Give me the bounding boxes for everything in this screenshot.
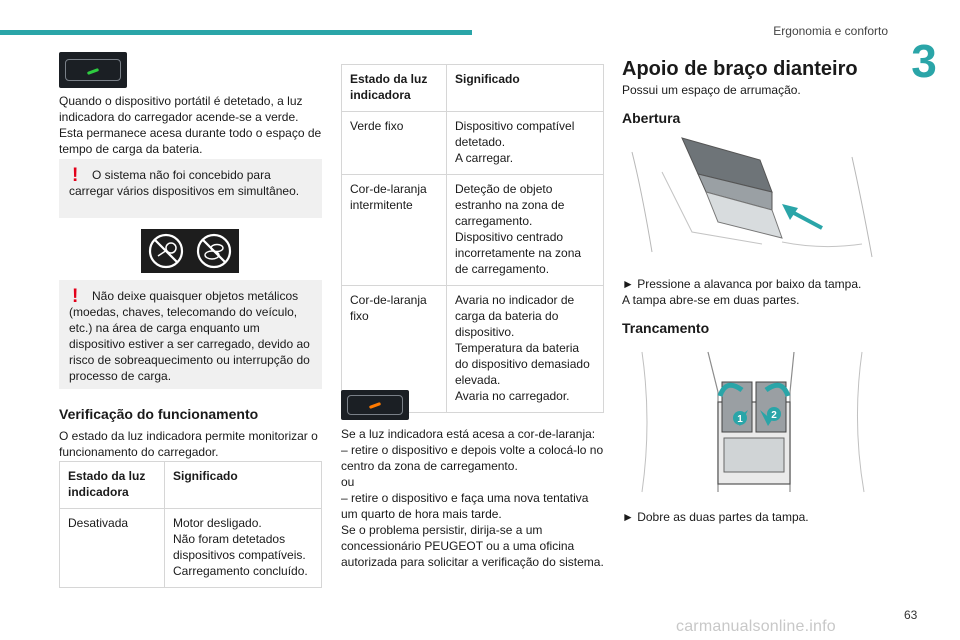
callout-1-label: 1: [737, 414, 743, 425]
warning-text: O sistema não foi concebido para carregar vários dispositivos em simultâneo.: [69, 168, 300, 198]
no-metal-objects-pictogram: [141, 229, 239, 273]
table-cell-meaning: [447, 112, 604, 175]
table-header-row: [60, 462, 322, 509]
table-cell-state: Desativada: [60, 509, 165, 588]
table-header-meaning: Significado: [165, 462, 322, 509]
indicator-status-table-1: [59, 461, 322, 588]
verification-paragraph: O estado da luz indicadora permite monitorizar o funcionamento do carregador.: [59, 429, 318, 459]
meaning-line: Dispositivo centrado incorretamente na zona de carregamento.: [455, 230, 582, 276]
warning-text: Não deixe quaisquer objetos metálicos (moedas, chaves, telecomando do veículo, etc.) na área de carga enquanto um dispositivo estiver a ser carregado, devido ao risco de sobreaquecimento ou interrupção do processo de carga.: [69, 289, 310, 383]
instruction-line: Se o problema persistir, dirija-se a um concessionário PEUGEOT ou a uma oficina autorizada para solicitar a verificação do sistema.: [341, 523, 604, 569]
instruction-line: ou: [341, 475, 355, 489]
instruction-line: – retire o dispositivo e depois volte a colocá-lo no centro da zona de carregamento.: [341, 443, 604, 473]
intro-paragraph: Quando o dispositivo portátil é detetado, a luz indicadora do carregador acende-se a verde. Esta permanece acesa durante todo o espaço de tempo de carga da bateria.: [59, 94, 322, 156]
table-cell-state: Verde fixo: [342, 112, 447, 175]
meaning-line: Carregamento concluído.: [173, 564, 308, 578]
meaning-line: Não foram detetados dispositivos compatíveis.: [173, 532, 306, 562]
locking-step: ► Dobre as duas partes da tampa.: [622, 510, 809, 524]
warning-box-multiple-devices: [59, 159, 322, 218]
table-header-meaning: Significado: [447, 65, 604, 112]
armrest-title: Apoio de braço dianteiro: [622, 58, 858, 80]
orange-indicator-instructions: [341, 426, 604, 570]
instruction-line: Se a luz indicadora está acesa a cor-de-laranja:: [341, 427, 596, 441]
warning-exclamation-icon: !: [72, 165, 79, 186]
table-cell-state: Cor-de-laranja intermitente: [342, 175, 447, 286]
opening-instructions: [622, 276, 884, 308]
warning-exclamation-icon: !: [72, 286, 79, 307]
charger-orange-indicator-image: [341, 390, 409, 420]
table-cell-meaning: [447, 286, 604, 413]
table-row: [342, 112, 604, 175]
chapter-number: 3: [911, 35, 937, 87]
table-row: [342, 175, 604, 286]
table-cell-meaning: [165, 509, 322, 588]
meaning-line: Avaria no carregador.: [455, 389, 570, 403]
armrest-opening-illustration: [622, 132, 884, 272]
section-title-verification: Verificação do funcionamento: [59, 406, 259, 422]
meaning-line: Dispositivo compatível detetado.: [455, 119, 575, 149]
charger-green-indicator-image: [59, 52, 127, 88]
table-header-state: Estado da luz indicadora: [60, 462, 165, 509]
meaning-line: Avaria no indicador de carga da bateria do dispositivo.: [455, 293, 575, 339]
table-cell-meaning: [447, 175, 604, 286]
armrest-folding-drawing: [622, 342, 884, 502]
armrest-subtitle: Possui um espaço de arrumação.: [622, 83, 801, 97]
opening-result: A tampa abre-se em duas partes.: [622, 293, 800, 307]
header-accent-bar: [0, 30, 472, 35]
table-header-state: Estado da luz indicadora: [342, 65, 447, 112]
page-header-title: Ergonomia e conforto: [773, 24, 888, 38]
table-row: [60, 509, 322, 588]
armrest-locking-illustration: [622, 342, 884, 502]
table-header-row: [342, 65, 604, 112]
warning-box-metal-objects: [59, 280, 322, 389]
opening-title: Abertura: [622, 110, 681, 126]
meaning-line: Temperatura da bateria do dispositivo demasiado elevada.: [455, 341, 590, 387]
prohibited-keys-coins-icon: [141, 229, 239, 273]
meaning-line: Deteção de objeto estranho na zona de carregamento.: [455, 182, 565, 228]
callout-2-label: 2: [771, 410, 777, 421]
instruction-line: – retire o dispositivo e faça uma nova tentativa um quarto de hora mais tarde.: [341, 491, 589, 521]
site-watermark: carmanualsonline.info: [676, 618, 836, 635]
meaning-line: Motor desligado.: [173, 516, 262, 530]
armrest-lever-drawing: [622, 132, 884, 272]
meaning-line: A carregar.: [455, 151, 514, 165]
locking-title: Trancamento: [622, 320, 710, 336]
indicator-status-table-2: [341, 64, 604, 413]
opening-step: ► Pressione a alavanca por baixo da tampa.: [622, 277, 862, 291]
page-number: 63: [904, 608, 918, 622]
table-cell-state: Cor-de-laranja fixo: [342, 286, 447, 413]
